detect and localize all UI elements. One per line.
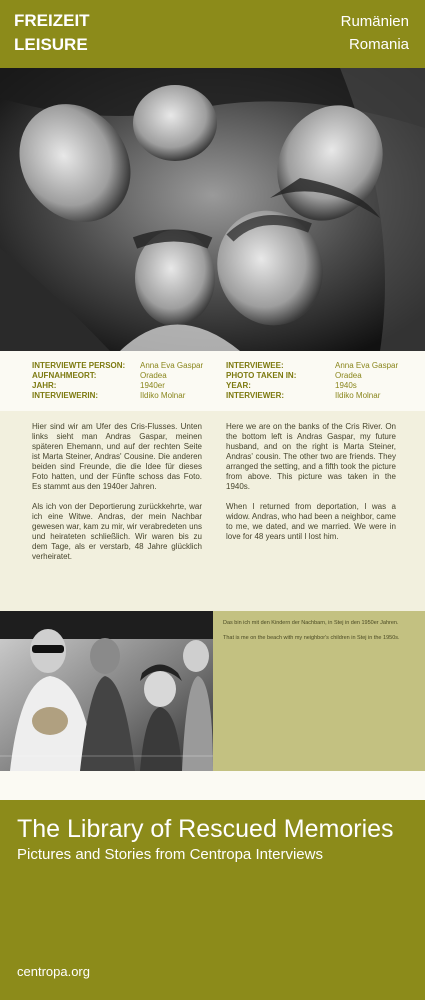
footer-band [0,800,425,1000]
story-paragraph: When I returned from deportation, I was a widow. Andras, who had been a neighbor, came to me, we dated, and we married. We were in love for 48 years until I lost him. [226,502,396,541]
meta-value: Oradea [140,371,167,380]
meta-value: Oradea [335,371,362,380]
meta-label: YEAR: [226,381,251,390]
meta-value: 1940er [140,381,165,390]
story-german [32,422,202,572]
library-subtitle: Pictures and Stories from Centropa Interviews [17,846,323,863]
story-english [226,422,396,552]
story-paragraph: Als ich von der Deportierung zurückkehrte, war ich eine Witwe. Andras, der mein Nachbar gewesen war, kam zu mir, wir verabredeten uns und heirateten schließlich. Wir waren bis zu dem Tage, als er verstarb, 48 Jahre glücklich verheiratet. [32,502,202,561]
meta-values-de [140,361,203,401]
caption-english: That is me on the beach with my neighbor's children in Stej in the 1950s. [223,634,400,641]
meta-label: AUFNAHMEORT: [32,371,97,380]
meta-labels-en [226,361,296,401]
library-title: The Library of Rescued Memories [17,815,394,843]
main-photo-image [0,68,425,351]
meta-label: INTERVIEWER: [226,391,285,400]
meta-label: INTERVIEWERIN: [32,391,99,400]
meta-label: INTERVIEWTE PERSON: [32,361,126,370]
story-section [0,411,425,611]
category-en: LEISURE [14,35,88,54]
photo-caption [213,611,425,771]
meta-value: Anna Eva Gaspar [140,361,204,370]
story-paragraph: Here we are on the banks of the Cris River. On the bottom left is Andras Gaspar, my future husband, and on the right is Marta Steiner, Andras' cousin. The other two are friends. They arranged the setting, and a fifth took the picture from above. This picture was taken in the 1940s. [226,422,396,491]
country-de: Rumänien [340,13,409,30]
website-link[interactable]: centropa.org [17,964,90,979]
meta-value: Anna Eva Gaspar [335,361,399,370]
story-paragraph: Hier sind wir am Ufer des Cris-Flusses. Unten links sieht man Andras Gaspar, meinen späteren Ehemann, und auf der rechten Seite ist Marta Steiner, Andras' Cousine. Die anderen beiden sind Freunde, die die Idee für dieses Foto hatten, und der Fünfte schoss das Foto. Es stammt aus den 1940er Jahren. [32,422,202,491]
meta-label: INTERVIEWEE: [226,361,284,370]
meta-value: Ildiko Molnar [140,391,186,400]
meta-value: Ildiko Molnar [335,391,381,400]
country-en: Romania [348,36,409,53]
interview-meta [0,351,425,411]
header-bar [0,0,425,68]
caption-german: Das bin ich mit den Kindern der Nachbarn, in Stej in den 1950er Jahren. [223,620,399,626]
meta-value: 1940s [335,381,357,390]
meta-labels-de [32,361,125,401]
category-title [14,9,90,57]
meta-values-en [335,361,398,401]
category-de: FREIZEIT [14,11,90,30]
beach-photo [0,611,213,771]
footer [0,771,425,1000]
beach-photo-image [0,611,213,771]
meta-label: JAHR: [32,381,57,390]
country-label [341,10,409,56]
meta-label: PHOTO TAKEN IN: [226,371,297,380]
main-photo [0,68,425,351]
